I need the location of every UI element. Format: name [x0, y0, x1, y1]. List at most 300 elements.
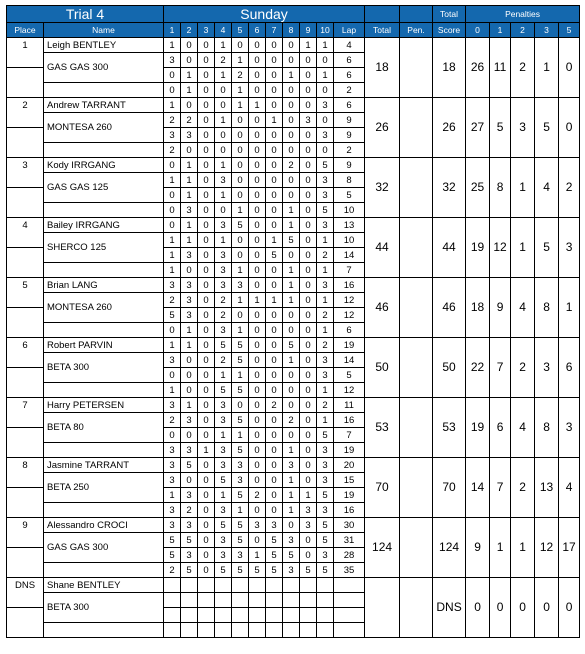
section-score: 3: [215, 248, 232, 263]
section-score: 0: [283, 428, 300, 443]
rider-bike: BETA 80: [44, 413, 164, 443]
section-score: 0: [283, 38, 300, 53]
section-score: 0: [164, 428, 181, 443]
section-score: 1: [283, 353, 300, 368]
section-score: 5: [283, 338, 300, 353]
section-score: 0: [317, 83, 334, 98]
penalty-count: 7: [490, 338, 511, 398]
section-score: [164, 623, 181, 638]
section-score: 0: [164, 368, 181, 383]
section-score: 1: [232, 368, 249, 383]
section-score: 5: [317, 203, 334, 218]
section-score: 0: [300, 143, 317, 158]
section-score: 0: [300, 128, 317, 143]
penalty-count: 5: [490, 98, 511, 158]
section-score: 5: [181, 533, 198, 548]
section-score: 0: [266, 353, 283, 368]
penalty-count: 4: [535, 158, 559, 218]
section-score: 0: [300, 248, 317, 263]
section-score: 0: [232, 398, 249, 413]
penalty-count: 13: [535, 458, 559, 518]
rider-name: Andrew TARRANT: [44, 98, 164, 113]
section-score: 1: [283, 263, 300, 278]
name-spacer: [44, 503, 164, 518]
section-score: 1: [300, 488, 317, 503]
section-score: 0: [300, 173, 317, 188]
section-score: [164, 608, 181, 623]
section-score: 0: [198, 188, 215, 203]
section-score: 0: [198, 353, 215, 368]
col-section: 8: [283, 23, 300, 38]
section-score: [266, 623, 283, 638]
name-spacer: [44, 623, 164, 638]
section-score: 1: [181, 398, 198, 413]
section-score: 0: [181, 143, 198, 158]
section-score: 0: [164, 158, 181, 173]
section-score: 0: [266, 308, 283, 323]
section-score: 0: [249, 38, 266, 53]
rider-score: 124: [433, 518, 466, 578]
lap-total: 6: [334, 98, 365, 113]
penalty-count: 1: [490, 518, 511, 578]
section-score: 0: [283, 518, 300, 533]
section-score: 0: [300, 218, 317, 233]
section-score: 0: [249, 68, 266, 83]
penalty-count: 2: [559, 158, 580, 218]
penalty-count: 6: [559, 338, 580, 398]
section-score: 0: [181, 98, 198, 113]
section-score: 0: [232, 233, 249, 248]
section-score: 0: [249, 413, 266, 428]
section-score: 3: [164, 128, 181, 143]
section-score: 0: [164, 323, 181, 338]
penalty-count: 8: [535, 398, 559, 458]
lap-total: 4: [334, 38, 365, 53]
section-score: [232, 608, 249, 623]
section-score: 0: [266, 458, 283, 473]
lap-total: 9: [334, 128, 365, 143]
section-score: 2: [164, 563, 181, 578]
rider-score: 46: [433, 278, 466, 338]
section-score: 3: [317, 278, 334, 293]
section-score: 1: [164, 383, 181, 398]
section-score: 3: [215, 278, 232, 293]
penalty-count: 8: [535, 278, 559, 338]
section-score: [232, 578, 249, 593]
section-score: 0: [198, 383, 215, 398]
section-score: [300, 593, 317, 608]
section-score: 0: [198, 548, 215, 563]
section-score: 0: [266, 53, 283, 68]
penalty-count: 0: [559, 98, 580, 158]
section-score: 0: [249, 533, 266, 548]
penalty-count: 4: [559, 458, 580, 518]
lap-total: 9: [334, 158, 365, 173]
section-score: 3: [215, 263, 232, 278]
section-score: 5: [266, 563, 283, 578]
section-score: 3: [317, 368, 334, 383]
col-pen: Pen.: [400, 23, 433, 38]
section-score: 0: [266, 323, 283, 338]
section-score: 3: [215, 413, 232, 428]
penalty-count: 0: [466, 578, 490, 638]
section-score: 0: [249, 188, 266, 203]
section-score: 5: [232, 563, 249, 578]
rider-bike: SHERCO 125: [44, 233, 164, 263]
section-score: 3: [317, 443, 334, 458]
section-score: 0: [164, 68, 181, 83]
section-score: 0: [266, 413, 283, 428]
section-score: 0: [266, 68, 283, 83]
section-score: 0: [300, 533, 317, 548]
section-score: 3: [215, 173, 232, 188]
lap-total: 15: [334, 473, 365, 488]
section-score: 3: [283, 563, 300, 578]
section-score: 3: [317, 173, 334, 188]
rider-name: Leigh BENTLEY: [44, 38, 164, 53]
section-score: 1: [283, 218, 300, 233]
lap-total: [334, 608, 365, 623]
table-row: [7, 278, 580, 293]
section-score: 5: [232, 338, 249, 353]
penalty-count: 3: [511, 98, 535, 158]
section-score: [283, 593, 300, 608]
lap-total: [334, 578, 365, 593]
section-score: 0: [300, 413, 317, 428]
section-score: 3: [215, 458, 232, 473]
rider-score: 53: [433, 398, 466, 458]
section-score: 0: [300, 98, 317, 113]
section-score: 0: [249, 458, 266, 473]
section-score: 0: [266, 503, 283, 518]
section-score: 0: [198, 233, 215, 248]
col-score: Score: [433, 23, 466, 38]
section-score: 3: [317, 128, 334, 143]
rider-pen: [400, 398, 433, 458]
section-score: 0: [300, 458, 317, 473]
rider-name: Alessandro CROCI: [44, 518, 164, 533]
lap-total: 19: [334, 443, 365, 458]
section-score: [215, 593, 232, 608]
section-score: 1: [232, 428, 249, 443]
place-spacer: [7, 368, 44, 398]
section-score: 5: [317, 428, 334, 443]
section-score: 0: [232, 128, 249, 143]
section-score: 5: [266, 533, 283, 548]
rider-pen: [400, 158, 433, 218]
section-score: 0: [266, 488, 283, 503]
section-score: 1: [164, 173, 181, 188]
section-score: 2: [249, 488, 266, 503]
section-score: 1: [317, 323, 334, 338]
section-score: 0: [215, 83, 232, 98]
section-score: 5: [283, 548, 300, 563]
section-score: 0: [283, 98, 300, 113]
name-spacer: [44, 563, 164, 578]
section-score: 3: [164, 503, 181, 518]
section-score: 0: [198, 338, 215, 353]
section-score: 1: [232, 293, 249, 308]
section-score: 0: [164, 218, 181, 233]
section-score: 1: [215, 188, 232, 203]
section-score: 1: [317, 383, 334, 398]
section-score: 0: [249, 278, 266, 293]
section-score: 5: [232, 413, 249, 428]
section-score: 1: [249, 293, 266, 308]
section-score: 0: [266, 383, 283, 398]
section-score: 0: [198, 533, 215, 548]
section-score: 3: [317, 503, 334, 518]
section-score: 0: [198, 413, 215, 428]
section-score: 2: [181, 113, 198, 128]
section-score: [317, 578, 334, 593]
section-score: 0: [198, 368, 215, 383]
section-score: [266, 593, 283, 608]
section-score: 0: [249, 218, 266, 233]
lap-total: 12: [334, 383, 365, 398]
section-score: 1: [164, 38, 181, 53]
section-score: 5: [317, 533, 334, 548]
section-score: 0: [198, 128, 215, 143]
section-score: 1: [317, 233, 334, 248]
section-score: 0: [232, 188, 249, 203]
penalty-count: 22: [466, 338, 490, 398]
lap-total: 16: [334, 413, 365, 428]
section-score: 0: [198, 308, 215, 323]
rider-total: 26: [365, 98, 400, 158]
section-score: 0: [249, 203, 266, 218]
section-score: 1: [181, 233, 198, 248]
section-score: [283, 608, 300, 623]
section-score: 1: [215, 428, 232, 443]
place-spacer: [7, 128, 44, 158]
section-score: 3: [181, 548, 198, 563]
penalty-count: 3: [535, 338, 559, 398]
section-score: [181, 608, 198, 623]
section-score: 5: [232, 443, 249, 458]
section-score: 0: [300, 323, 317, 338]
section-score: 0: [198, 518, 215, 533]
lap-total: 14: [334, 353, 365, 368]
column-header-row: [7, 23, 580, 38]
penalty-count: 19: [466, 218, 490, 278]
section-score: 0: [266, 218, 283, 233]
section-score: 0: [266, 203, 283, 218]
penalty-count: 1: [511, 158, 535, 218]
section-score: 0: [249, 143, 266, 158]
section-score: 0: [198, 473, 215, 488]
section-score: [232, 593, 249, 608]
section-score: 1: [232, 323, 249, 338]
section-score: 2: [317, 308, 334, 323]
section-score: 5: [215, 338, 232, 353]
rider-score: 32: [433, 158, 466, 218]
section-score: 0: [317, 53, 334, 68]
title-row: [7, 6, 580, 23]
section-score: 5: [317, 158, 334, 173]
section-score: 1: [215, 488, 232, 503]
section-score: 0: [215, 203, 232, 218]
section-score: 0: [181, 38, 198, 53]
rider-score: 44: [433, 218, 466, 278]
section-score: 3: [181, 278, 198, 293]
rider-pen: [400, 578, 433, 638]
section-score: 3: [317, 473, 334, 488]
section-score: 3: [164, 443, 181, 458]
penalty-count: 26: [466, 38, 490, 98]
section-score: [232, 623, 249, 638]
col-total: Total: [365, 23, 400, 38]
section-score: 0: [266, 338, 283, 353]
section-score: 5: [181, 563, 198, 578]
section-score: 0: [300, 368, 317, 383]
rider-pen: [400, 38, 433, 98]
section-score: 0: [249, 173, 266, 188]
penalty-count: 0: [490, 578, 511, 638]
section-score: 1: [215, 113, 232, 128]
penalty-count: 0: [511, 578, 535, 638]
section-score: 1: [181, 188, 198, 203]
section-score: 0: [181, 428, 198, 443]
section-score: 1: [181, 173, 198, 188]
section-score: 5: [249, 563, 266, 578]
section-score: 0: [300, 338, 317, 353]
lap-total: 19: [334, 488, 365, 503]
rider-place: 1: [7, 38, 44, 68]
lap-total: 12: [334, 308, 365, 323]
section-score: 3: [317, 218, 334, 233]
table-row: [7, 98, 580, 113]
name-spacer: [44, 443, 164, 458]
section-score: 2: [266, 398, 283, 413]
place-spacer: [7, 68, 44, 98]
rider-total: 32: [365, 158, 400, 218]
penalty-count: 1: [511, 218, 535, 278]
section-score: 0: [181, 473, 198, 488]
section-score: 5: [266, 548, 283, 563]
section-score: 1: [215, 68, 232, 83]
section-score: 5: [317, 488, 334, 503]
rider-bike: BETA 300: [44, 353, 164, 383]
section-score: 0: [164, 203, 181, 218]
section-score: 1: [215, 158, 232, 173]
penalty-count: 5: [535, 218, 559, 278]
section-score: 1: [317, 68, 334, 83]
section-score: 0: [198, 278, 215, 293]
penalty-count: 12: [490, 218, 511, 278]
section-score: 0: [198, 173, 215, 188]
penalty-count: 3: [559, 218, 580, 278]
penalty-count: 4: [511, 398, 535, 458]
section-score: 2: [232, 68, 249, 83]
penalty-count: 9: [466, 518, 490, 578]
section-score: 3: [164, 278, 181, 293]
section-score: 3: [181, 128, 198, 143]
section-score: 0: [300, 68, 317, 83]
section-score: 2: [283, 158, 300, 173]
section-score: 3: [181, 413, 198, 428]
place-spacer: [7, 548, 44, 578]
rider-place: DNS: [7, 578, 44, 608]
rider-score: 18: [433, 38, 466, 98]
section-score: 3: [215, 503, 232, 518]
rider-place: 5: [7, 278, 44, 308]
section-score: 3: [232, 278, 249, 293]
section-score: 0: [300, 83, 317, 98]
place-spacer: [7, 308, 44, 338]
section-score: 0: [249, 353, 266, 368]
section-score: 0: [283, 248, 300, 263]
section-score: 0: [266, 278, 283, 293]
lap-total: 5: [334, 188, 365, 203]
rider-total: 53: [365, 398, 400, 458]
penalty-count: 0: [559, 38, 580, 98]
section-score: 2: [215, 293, 232, 308]
name-spacer: [44, 203, 164, 218]
rider-total: 124: [365, 518, 400, 578]
penalty-count: 4: [511, 278, 535, 338]
section-score: 0: [266, 173, 283, 188]
col-pen-2: 2: [511, 23, 535, 38]
section-score: 0: [198, 98, 215, 113]
section-score: 0: [300, 53, 317, 68]
penalty-count: 0: [559, 578, 580, 638]
section-score: 0: [232, 38, 249, 53]
section-score: 3: [215, 398, 232, 413]
section-score: 3: [317, 188, 334, 203]
section-score: 0: [249, 383, 266, 398]
section-score: 0: [232, 248, 249, 263]
section-score: 5: [232, 488, 249, 503]
section-score: 0: [283, 113, 300, 128]
section-score: 2: [215, 308, 232, 323]
lap-total: 16: [334, 503, 365, 518]
section-score: [300, 608, 317, 623]
results-table: [6, 5, 580, 638]
section-score: [317, 608, 334, 623]
section-score: 3: [300, 503, 317, 518]
place-spacer: [7, 248, 44, 278]
section-score: 3: [181, 518, 198, 533]
section-score: 0: [198, 158, 215, 173]
section-score: 1: [232, 83, 249, 98]
section-score: 1: [300, 38, 317, 53]
section-score: 0: [198, 203, 215, 218]
penalty-count: 0: [535, 578, 559, 638]
section-score: 0: [232, 143, 249, 158]
section-score: 3: [317, 548, 334, 563]
section-score: 0: [266, 188, 283, 203]
section-score: [300, 578, 317, 593]
section-score: 0: [249, 263, 266, 278]
section-score: [300, 623, 317, 638]
section-score: 3: [215, 548, 232, 563]
section-score: 0: [300, 428, 317, 443]
section-score: 0: [198, 68, 215, 83]
section-score: 0: [181, 353, 198, 368]
section-score: 1: [181, 323, 198, 338]
section-score: 5: [232, 383, 249, 398]
section-score: 0: [198, 563, 215, 578]
lap-total: 19: [334, 338, 365, 353]
section-score: 0: [249, 83, 266, 98]
section-score: 0: [283, 383, 300, 398]
section-score: 5: [215, 383, 232, 398]
trial-title: Trial 4: [7, 6, 164, 23]
section-score: 1: [215, 233, 232, 248]
section-score: 0: [300, 473, 317, 488]
penalty-count: 9: [490, 278, 511, 338]
